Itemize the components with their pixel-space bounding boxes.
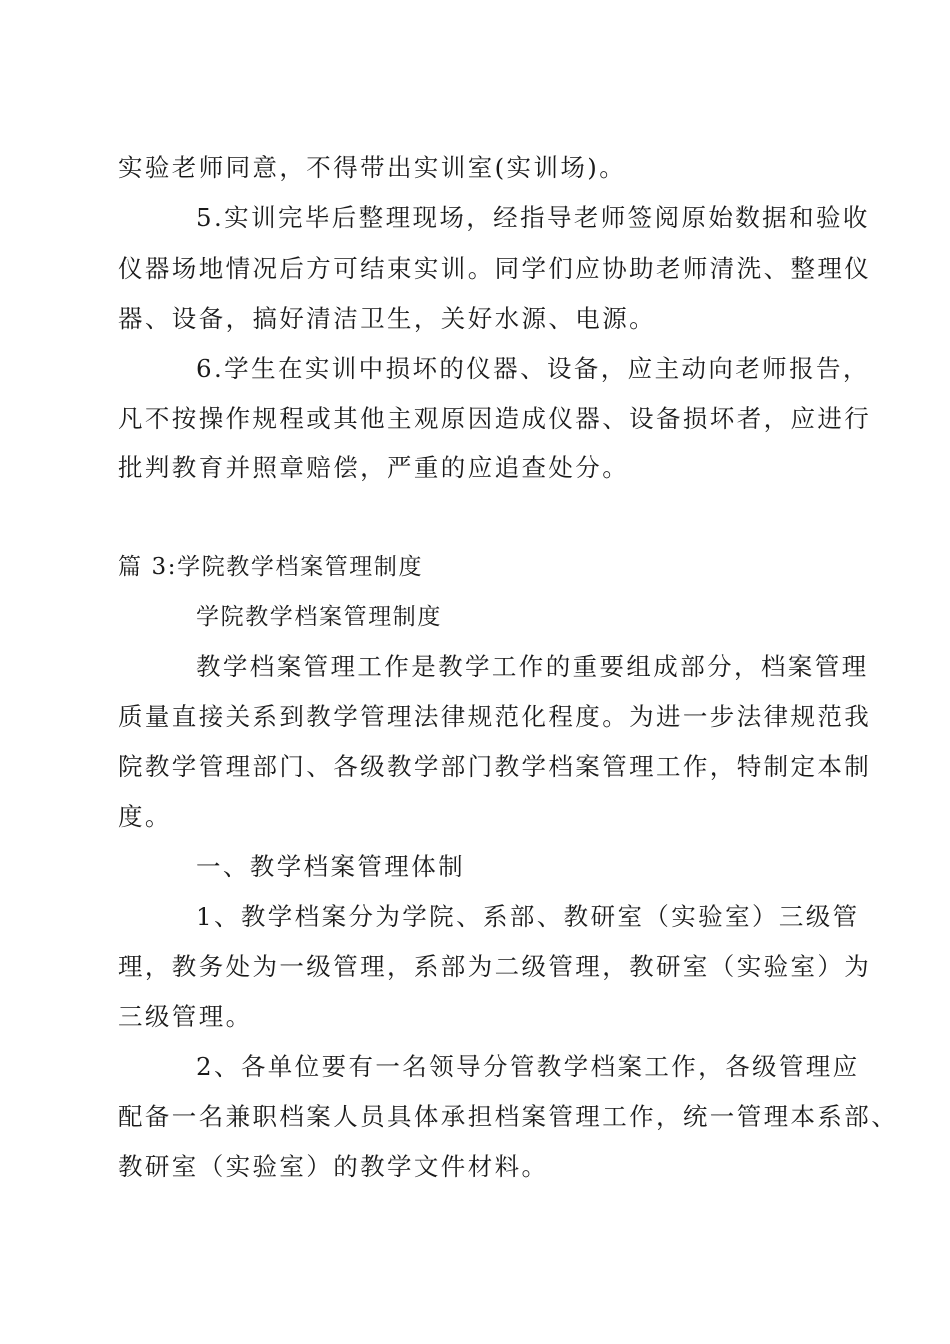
paragraph-line: 器、设备，搞好清洁卫生，关好水源、电源。 <box>118 304 656 333</box>
paragraph-line: 仪器场地情况后方可结束实训。同学们应协助老师清洗、整理仪 <box>118 254 872 283</box>
section-heading: 一、教学档案管理体制 <box>196 852 465 881</box>
paragraph-line: 批判教育并照章赔偿，严重的应追查处分。 <box>118 453 630 482</box>
paragraph-line: 度。 <box>118 802 172 831</box>
paragraph-line: 院教学管理部门、各级教学部门教学档案管理工作，特制定本制 <box>118 752 872 781</box>
paragraph-line: 三级管理。 <box>118 1002 253 1031</box>
paragraph-line: 5.实训完毕后整理现场，经指导老师签阅原始数据和验收 <box>196 203 870 232</box>
paragraph-line: 凡不按操作规程或其他主观原因造成仪器、设备损坏者，应进行 <box>118 404 872 433</box>
paragraph-line: 1、教学档案分为学院、系部、教研室（实验室）三级管 <box>196 902 860 931</box>
paragraph-line: 教学档案管理工作是教学工作的重要组成部分，档案管理 <box>196 652 869 681</box>
paragraph-line: 2、各单位要有一名领导分管教学档案工作，各级管理应 <box>196 1052 860 1081</box>
paragraph-line: 理，教务处为一级管理，系部为二级管理，教研室（实验室）为 <box>118 952 872 981</box>
paragraph-line: 实验老师同意，不得带出实训室(实训场)。 <box>118 153 627 182</box>
chapter-title: 学院教学档案管理制度 <box>196 604 442 630</box>
chapter-heading: 篇 3:学院教学档案管理制度 <box>118 554 424 580</box>
paragraph-line: 质量直接关系到教学管理法律规范化程度。为进一步法律规范我 <box>118 702 872 731</box>
paragraph-line: 教研室（实验室）的教学文件材料。 <box>118 1152 549 1181</box>
paragraph-line: 6.学生在实训中损坏的仪器、设备，应主动向老师报告， <box>196 354 870 383</box>
paragraph-line: 配备一名兼职档案人员具体承担档案管理工作，统一管理本系部、 <box>118 1102 899 1131</box>
